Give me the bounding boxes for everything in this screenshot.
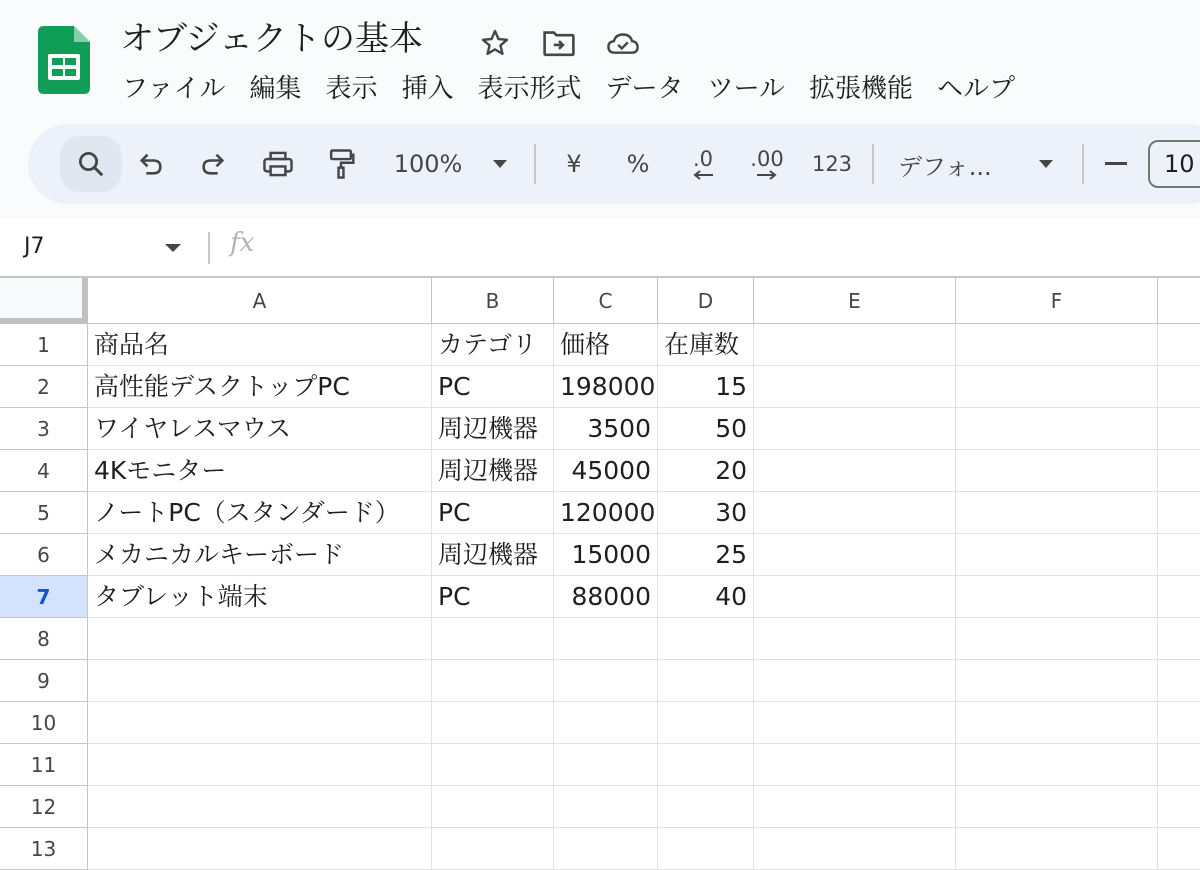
star-icon[interactable]: [478, 26, 512, 60]
cell-d13[interactable]: [658, 828, 754, 870]
row-header-4[interactable]: 4: [0, 450, 88, 492]
cell-g6[interactable]: [1158, 534, 1200, 576]
menu-tools[interactable]: ツール: [707, 74, 786, 104]
cell-f11[interactable]: [956, 744, 1158, 786]
cell-g7[interactable]: [1158, 576, 1200, 618]
cell-g10[interactable]: [1158, 702, 1200, 744]
decrease-font-size-icon[interactable]: [1102, 124, 1130, 204]
cell-e9[interactable]: [754, 660, 956, 702]
name-box[interactable]: J7: [24, 234, 45, 259]
cell-a11[interactable]: [88, 744, 432, 786]
cell-e3[interactable]: [754, 408, 956, 450]
select-all-corner[interactable]: [0, 278, 88, 324]
cell-f7[interactable]: [956, 576, 1158, 618]
cell-b3[interactable]: 周辺機器: [432, 408, 554, 450]
cell-d5[interactable]: 30: [658, 492, 754, 534]
cell-d10[interactable]: [658, 702, 754, 744]
cell-g12[interactable]: [1158, 786, 1200, 828]
cell-e1[interactable]: [754, 324, 956, 366]
cell-b9[interactable]: [432, 660, 554, 702]
row-header-12[interactable]: 12: [0, 786, 88, 828]
cell-g5[interactable]: [1158, 492, 1200, 534]
print-icon[interactable]: [254, 124, 302, 204]
cell-f2[interactable]: [956, 366, 1158, 408]
undo-icon[interactable]: [128, 124, 174, 204]
row-header-3[interactable]: 3: [0, 408, 88, 450]
cell-d7[interactable]: 40: [658, 576, 754, 618]
cell-c6[interactable]: 15000: [554, 534, 658, 576]
row-header-6[interactable]: 6: [0, 534, 88, 576]
currency-format-button[interactable]: ¥: [566, 150, 582, 178]
cell-a4[interactable]: 4Kモニター: [88, 450, 432, 492]
menu-view[interactable]: 表示: [325, 74, 378, 104]
redo-icon[interactable]: [190, 124, 236, 204]
cell-f1[interactable]: [956, 324, 1158, 366]
cell-d9[interactable]: [658, 660, 754, 702]
cell-c10[interactable]: [554, 702, 658, 744]
row-header-8[interactable]: 8: [0, 618, 88, 660]
cell-g8[interactable]: [1158, 618, 1200, 660]
column-header-g[interactable]: [1158, 278, 1200, 324]
menu-insert[interactable]: 挿入: [401, 74, 454, 104]
cell-e13[interactable]: [754, 828, 956, 870]
cell-a12[interactable]: [88, 786, 432, 828]
cell-b11[interactable]: [432, 744, 554, 786]
cell-c1[interactable]: 価格: [554, 324, 658, 366]
cell-e10[interactable]: [754, 702, 956, 744]
cell-b5[interactable]: PC: [432, 492, 554, 534]
cell-f8[interactable]: [956, 618, 1158, 660]
cell-b10[interactable]: [432, 702, 554, 744]
cell-a1[interactable]: 商品名: [88, 324, 432, 366]
cell-e4[interactable]: [754, 450, 956, 492]
cell-e7[interactable]: [754, 576, 956, 618]
formula-bar: [0, 218, 1200, 278]
column-header-d[interactable]: D: [658, 278, 754, 324]
cell-b8[interactable]: [432, 618, 554, 660]
menu-help[interactable]: ヘルプ: [937, 74, 1016, 104]
row-header-1[interactable]: 1: [0, 324, 88, 366]
cell-g4[interactable]: [1158, 450, 1200, 492]
cell-f6[interactable]: [956, 534, 1158, 576]
row-header-2[interactable]: 2: [0, 366, 88, 408]
cell-g13[interactable]: [1158, 828, 1200, 870]
cloud-saved-icon[interactable]: [606, 26, 640, 60]
row-header-13[interactable]: 13: [0, 828, 88, 870]
cell-d11[interactable]: [658, 744, 754, 786]
cell-d4[interactable]: 20: [658, 450, 754, 492]
paint-format-icon[interactable]: [318, 124, 364, 204]
row-header-7[interactable]: 7: [0, 576, 88, 618]
document-title[interactable]: オブジェクトの基本: [120, 19, 423, 59]
chevron-down-icon[interactable]: [1032, 124, 1060, 204]
menu-edit[interactable]: 編集: [249, 74, 302, 104]
cell-c11[interactable]: [554, 744, 658, 786]
formula-divider: [208, 232, 210, 264]
cell-f3[interactable]: [956, 408, 1158, 450]
cell-b13[interactable]: [432, 828, 554, 870]
cell-e11[interactable]: [754, 744, 956, 786]
cell-g9[interactable]: [1158, 660, 1200, 702]
arrow-right-icon: [756, 170, 778, 180]
cell-a5[interactable]: ノートPC（スタンダード）: [88, 492, 432, 534]
column-header-c[interactable]: C: [554, 278, 658, 324]
cell-f10[interactable]: [956, 702, 1158, 744]
cell-d8[interactable]: [658, 618, 754, 660]
cell-b1[interactable]: カテゴリ: [432, 324, 554, 366]
row-header-9[interactable]: 9: [0, 660, 88, 702]
cell-e5[interactable]: [754, 492, 956, 534]
cell-d6[interactable]: 25: [658, 534, 754, 576]
menu-bar: [110, 66, 1027, 112]
cell-e2[interactable]: [754, 366, 956, 408]
decrease-decimal-button[interactable]: [678, 124, 728, 204]
toolbar-divider: [1082, 144, 1084, 184]
percent-format-button[interactable]: %: [626, 150, 650, 178]
formula-input[interactable]: [280, 218, 1180, 276]
row-header-5[interactable]: 5: [0, 492, 88, 534]
cell-c9[interactable]: [554, 660, 658, 702]
cell-a7[interactable]: タブレット端末: [88, 576, 432, 618]
cell-c8[interactable]: [554, 618, 658, 660]
menu-file[interactable]: ファイル: [122, 74, 226, 104]
cell-d3[interactable]: 50: [658, 408, 754, 450]
cell-c4[interactable]: 45000: [554, 450, 658, 492]
cell-f5[interactable]: [956, 492, 1158, 534]
cell-a8[interactable]: [88, 618, 432, 660]
cell-f4[interactable]: [956, 450, 1158, 492]
column-header-a[interactable]: A: [88, 278, 432, 324]
cell-b12[interactable]: [432, 786, 554, 828]
increase-decimal-label: .00: [750, 147, 784, 171]
cell-a6[interactable]: メカニカルキーボード: [88, 534, 432, 576]
cell-b2[interactable]: PC: [432, 366, 554, 408]
cell-c12[interactable]: [554, 786, 658, 828]
cell-e12[interactable]: [754, 786, 956, 828]
chevron-down-icon[interactable]: [164, 238, 182, 257]
cell-d2[interactable]: 15: [658, 366, 754, 408]
row-header-10[interactable]: 10: [0, 702, 88, 744]
cell-a2[interactable]: 高性能デスクトップPC: [88, 366, 432, 408]
menu-format[interactable]: 表示形式: [477, 74, 582, 104]
toolbar: [28, 124, 1200, 204]
cell-a13[interactable]: [88, 828, 432, 870]
cell-f12[interactable]: [956, 786, 1158, 828]
column-header-f[interactable]: F: [956, 278, 1158, 324]
search-icon[interactable]: [64, 124, 118, 204]
increase-decimal-button[interactable]: [742, 124, 792, 204]
toolbar-divider: [872, 144, 874, 184]
cell-d12[interactable]: [658, 786, 754, 828]
cell-e8[interactable]: [754, 618, 956, 660]
cell-c3[interactable]: 3500: [554, 408, 658, 450]
cell-g11[interactable]: [1158, 744, 1200, 786]
zoom-select[interactable]: 100%: [393, 150, 463, 178]
chevron-down-icon[interactable]: [486, 124, 514, 204]
decrease-decimal-label: .0: [692, 147, 714, 171]
cell-e6[interactable]: [754, 534, 956, 576]
column-header-b[interactable]: B: [432, 278, 554, 324]
cell-c5[interactable]: 120000: [554, 492, 658, 534]
arrow-left-icon: [692, 170, 714, 180]
cell-f13[interactable]: [956, 828, 1158, 870]
menu-extensions[interactable]: 拡張機能: [809, 74, 914, 104]
cell-g2[interactable]: [1158, 366, 1200, 408]
toolbar-divider: [534, 144, 536, 184]
cell-a9[interactable]: [88, 660, 432, 702]
cell-a3[interactable]: ワイヤレスマウス: [88, 408, 432, 450]
cell-d1[interactable]: 在庫数: [658, 324, 754, 366]
cell-b7[interactable]: PC: [432, 576, 554, 618]
column-header-e[interactable]: E: [754, 278, 956, 324]
cell-g1[interactable]: [1158, 324, 1200, 366]
cell-g3[interactable]: [1158, 408, 1200, 450]
cell-f9[interactable]: [956, 660, 1158, 702]
spreadsheet-grid: [0, 278, 1200, 870]
sheets-logo-icon[interactable]: [38, 26, 90, 94]
cell-c13[interactable]: [554, 828, 658, 870]
menu-data[interactable]: データ: [605, 74, 684, 104]
row-header-11[interactable]: 11: [0, 744, 88, 786]
cell-c7[interactable]: 88000: [554, 576, 658, 618]
cell-a10[interactable]: [88, 702, 432, 744]
font-select[interactable]: デフォ...: [898, 152, 992, 181]
move-folder-icon[interactable]: [542, 26, 576, 60]
cell-b4[interactable]: 周辺機器: [432, 450, 554, 492]
more-formats-button[interactable]: 123: [811, 152, 853, 176]
fx-icon: fx: [230, 228, 255, 258]
cell-c2[interactable]: 198000: [554, 366, 658, 408]
cell-b6[interactable]: 周辺機器: [432, 534, 554, 576]
font-size-input[interactable]: 10: [1148, 140, 1200, 188]
